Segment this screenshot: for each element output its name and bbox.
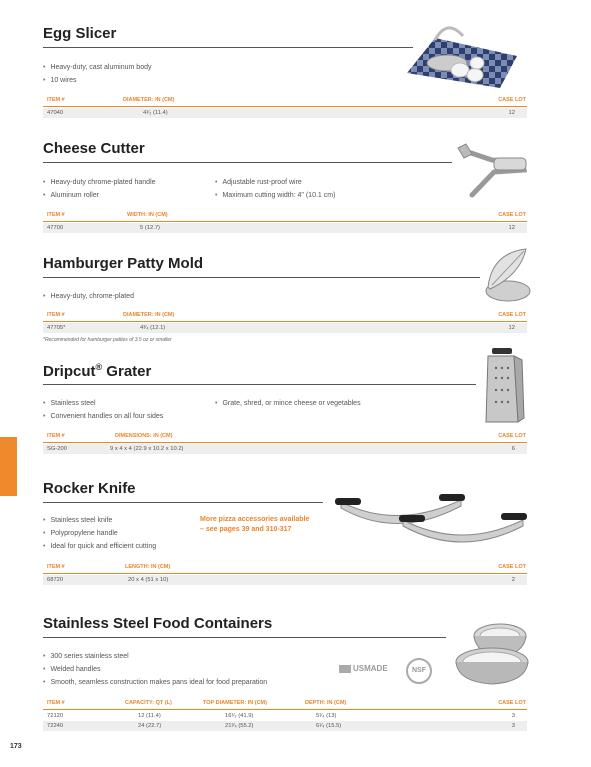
cell: 6 — [511, 446, 515, 452]
cell: 16¹⁄₂ (41.9) — [225, 713, 254, 719]
grater-image — [484, 346, 526, 426]
table-row — [43, 575, 527, 585]
registered-mark: ® — [95, 362, 103, 372]
promo-line: – see pages 39 and 310-317 — [200, 526, 292, 533]
patty-mold-image — [482, 245, 534, 307]
title-rule — [43, 162, 452, 163]
cell: 20 x 4 (51 x 10) — [128, 577, 169, 583]
cell: 12 — [508, 110, 515, 116]
bullet-list — [43, 397, 163, 423]
nsf-text: NSF — [412, 667, 426, 674]
cheese-cutter-image — [452, 140, 532, 202]
col-header: DEPTH: IN (CM) — [305, 700, 347, 706]
col-header: DIMENSIONS: IN (CM) — [115, 433, 173, 439]
title-text: Dripcut — [43, 363, 96, 380]
col-header: CASE LOT — [498, 97, 526, 103]
cell: 21³⁄₄ (55.2) — [225, 723, 254, 729]
table-header — [43, 312, 527, 322]
cell: 47705* — [47, 325, 66, 331]
cell: 6¹⁄₄ (15.5) — [316, 723, 342, 729]
bullet-list — [43, 290, 134, 303]
col-header: WIDTH: IN (CM) — [127, 212, 168, 218]
bullet: • 10 wires — [43, 74, 151, 87]
table-header — [43, 97, 527, 107]
table-header — [43, 433, 527, 443]
cell: 72240 — [47, 723, 64, 729]
table-row — [43, 323, 527, 333]
col-header: CASE LOT — [498, 312, 526, 318]
cell: 9 x 4 x 4 (22.9 x 10.2 x 10.2) — [110, 446, 184, 452]
col-header: CASE LOT — [498, 433, 526, 439]
table-header — [43, 700, 527, 710]
bullet: • Adjustable rust-proof wire — [215, 176, 335, 189]
bullet: • Stainless steel — [43, 397, 163, 410]
bullet: • Welded handles — [43, 663, 267, 676]
rocker-knife-image — [335, 490, 530, 552]
bullet-list — [215, 176, 335, 202]
cell: 12 — [508, 225, 515, 231]
title-rule — [43, 47, 413, 48]
bullet: • Ideal for quick and efficient cutting — [43, 540, 156, 553]
cell: 4³⁄₄ (12.1) — [140, 325, 166, 331]
title-rule — [43, 637, 446, 638]
cell: 2 — [511, 577, 515, 583]
bullet: • Stainless steel knife — [43, 514, 156, 527]
bullet-list — [215, 397, 361, 410]
cell: 5 (12.7) — [140, 225, 160, 231]
table-row — [43, 444, 527, 454]
section-title — [43, 362, 151, 380]
usa-made-text: USMADE — [353, 664, 388, 673]
bullet: • Heavy-duty chrome-plated handle — [43, 176, 156, 189]
cell: 47040 — [47, 110, 64, 116]
page-number: 173 — [10, 743, 22, 750]
bullet: • Maximum cutting width: 4" (10.1 cm) — [215, 189, 335, 202]
cell: 3 — [511, 723, 515, 729]
col-header: CASE LOT — [498, 212, 526, 218]
table-header — [43, 212, 527, 222]
cell: 4¹⁄₂ (11.4) — [143, 110, 168, 116]
cell: 3 — [511, 713, 515, 719]
bullet: • Smooth, seamless construction makes pans ideal for food preparation — [43, 676, 267, 689]
cell: 24 (22.7) — [138, 723, 162, 729]
chapter-tab — [0, 437, 17, 496]
col-header: CASE LOT — [498, 700, 526, 706]
table-row — [43, 223, 527, 233]
bullet: • 300 series stainless steel — [43, 650, 267, 663]
bullet-list — [43, 650, 267, 689]
col-header: TOP DIAMETER: IN (CM) — [203, 700, 267, 706]
bullet: • Heavy-duty, chrome-plated — [43, 290, 134, 303]
title-text: Grater — [102, 363, 152, 380]
table-row — [43, 108, 527, 118]
bullet-list — [43, 514, 156, 553]
cell: 68720 — [47, 577, 64, 583]
title-rule — [43, 384, 476, 385]
footnote: *Recommended for hamburger patties of 3.5 oz or smaller — [43, 337, 172, 343]
bullet-list — [43, 61, 151, 87]
section-patty-mold — [43, 255, 527, 350]
food-containers-image — [444, 610, 534, 688]
title-rule — [43, 502, 323, 503]
usa-made-logo — [339, 664, 388, 673]
promo-note[interactable] — [200, 515, 309, 535]
section-grater — [43, 362, 527, 462]
col-header: DIAMETER: IN (CM) — [123, 97, 175, 103]
cell: 47700 — [47, 225, 64, 231]
col-header: ITEM # — [47, 700, 65, 706]
table-row — [43, 721, 527, 731]
cell: 72120 — [47, 713, 64, 719]
title-rule — [43, 277, 480, 278]
bullet: • Heavy-duty, cast aluminum body — [43, 61, 151, 74]
section-title: Cheese Cutter — [43, 140, 145, 157]
col-header: ITEM # — [47, 564, 65, 570]
col-header: ITEM # — [47, 97, 65, 103]
col-header: ITEM # — [47, 433, 65, 439]
table-header — [43, 564, 527, 574]
section-title: Stainless Steel Food Containers — [43, 615, 273, 632]
table-row — [43, 711, 527, 721]
cell: 5¹⁄₄ (13) — [316, 713, 337, 719]
egg-slicer-image — [405, 18, 520, 90]
col-header: ITEM # — [47, 212, 65, 218]
col-header: LENGTH: IN (CM) — [125, 564, 171, 570]
bullet: • Grate, shred, or mince cheese or vegetables — [215, 397, 361, 410]
cell: SG-200 — [47, 446, 67, 452]
col-header: DIAMETER: IN (CM) — [123, 312, 175, 318]
promo-line: More pizza accessories available — [200, 516, 310, 523]
bullet: • Aluminum roller — [43, 189, 156, 202]
bullet: • Polypropylene handle — [43, 527, 156, 540]
section-title: Rocker Knife — [43, 480, 136, 497]
cell: 12 — [508, 325, 515, 331]
bullet-list — [43, 176, 156, 202]
cell: 12 (11.4) — [138, 713, 161, 719]
section-title: Hamburger Patty Mold — [43, 255, 204, 272]
section-title: Egg Slicer — [43, 25, 117, 42]
col-header: ITEM # — [47, 312, 65, 318]
col-header: CASE LOT — [498, 564, 526, 570]
col-header: CAPACITY: QT (L) — [125, 700, 172, 706]
bullet: • Convenient handles on all four sides — [43, 410, 163, 423]
nsf-logo — [406, 658, 432, 684]
